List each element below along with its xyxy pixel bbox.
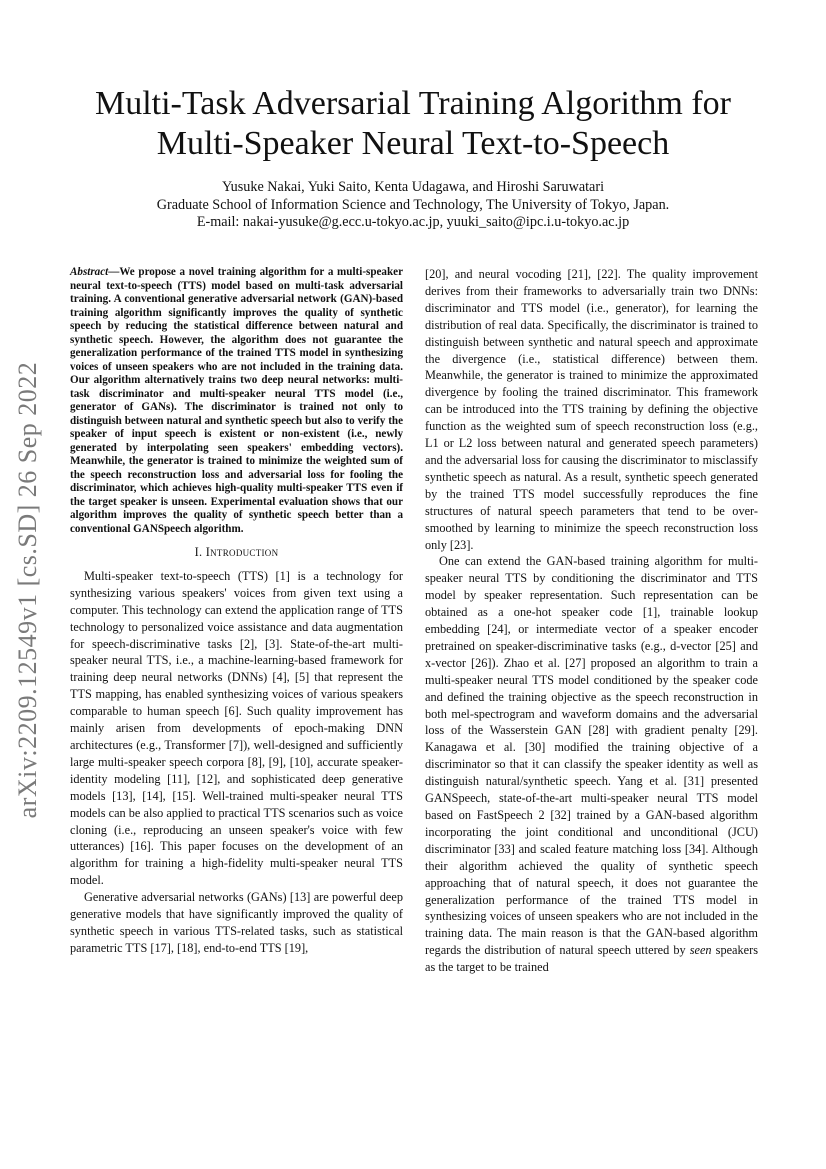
emphasis-seen: seen xyxy=(689,943,712,958)
author-block xyxy=(60,179,766,232)
body-paragraph: Multi-speaker text-to-speech (TTS) [1] is a technology for synthesizing various speakers' voices from given text using a computer. This technology can extend the application range of TTS technology to personalized voice assistance and data augmentation for speech-discriminative tasks [2], [3]. State-of-the-art multi-speaker neural TTS, i.e., a machine-learning-based framework for training deep neural networks (DNNs) [4], [5] that represent the TTS mapping, has enabled synthesizing voices of various speakers comparable to human speech [6]. Such quality improvement has mainly arisen from developments of epoch-making DNN architectures (e.g., Transformer [7]), well-designed and sufficiently large multi-speaker speech corpora [8], [9], [10], accurate speaker-identity modeling [11], [12], and sophisticated deep generative models [13], [14], [15]. Well-trained multi-speaker neural TTS models can be also applied to practical TTS scenarios such as voice cloning (i.e., reproducing an unseen speaker's voice with few utterances) [16]. This paper focuses on the development of an algorithm for training a high-fidelity multi-speaker neural TTS model. xyxy=(70,568,403,888)
body-paragraph-tail: speakers as the target to be trained xyxy=(425,943,758,975)
body-paragraph-last xyxy=(425,553,758,976)
right-column xyxy=(425,266,758,976)
arxiv-identifier-text: arXiv:2209.12549v1 [cs.SD] 26 Sep 2022 xyxy=(13,361,42,819)
left-column xyxy=(70,266,403,957)
section-heading-introduction: I. Introduction xyxy=(194,545,279,559)
body-paragraph-text: One can extend the GAN-based training algorithm for multi-speaker neural TTS by conditioning the discriminator and TTS model by speaker representation. Such representation can be obtained as a one-hot speaker code [1], trainable lookup embedding [24], or intermediate vector of a speaker encoder pretrained on speaker-discriminative tasks (e.g., d-vector [25] and x-vector [26]). Zhao et al. [27] proposed an algorithm to train a multi-speaker neural TTS model conditioned by the speaker code and defined the training objective as the speech reconstruction in both mel-spectrogram and waveform domains and the adversarial loss of the Wasserstein GAN [28] with gradient penalty [29]. Kanagawa et al. [30] modified the training objective of a discriminator so that it can classify the speaker identity as well as distinguish natural/synthetic speech. Yang et al. [31] presented GANSpeech, state-of-the-art multi-speaker neural TTS model based on FastSpeech 2 [32] trained by a GAN-based algorithm incorporating the joint conditional and unconditional (JCU) discriminator [33] and scaled feature matching loss [34]. Although their algorithm achieved the quality of synthetic speech approaching that of natural speech, it does not guarantee the generalization performance of the trained TTS model in synthesizing voices of unseen speakers who are not included in the training data. The main reason is that the GAN-based algorithm regards the distribution of natural speech uttered by xyxy=(425,554,758,958)
author-names: Yusuke Nakai, Yuki Saito, Kenta Udagawa, and Hiroshi Saruwatari xyxy=(221,179,605,195)
abstract-text: We propose a novel training algorithm for a multi-speaker neural text-to-speech (TTS) model based on multi-task adversarial training. A conventional generative adversarial network (GAN)-based training algorithm significantly improves the quality of synthetic speech by reducing the statistical difference between natural and synthetic speech. However, the algorithm does not guarantee the generalization performance of the trained TTS model in synthesizing voices of unseen speakers who are not included in the training data. Our algorithm alternatively trains two deep neural networks: multi-task discriminator and multi-speaker neural TTS model (i.e., generator of GANs). The discriminator is trained not only to distinguish between natural and synthetic speech but also to verify the speaker of input speech is existent or non-existent (i.e., newly generated by interpolating seen speakers' embedding vectors). Meanwhile, the generator is trained to minimize the weighted sum of the speech reconstruction loss and adversarial loss for fooling the discriminator, which achieves high-quality multi-speaker TTS even if the target speaker is unseen. Experimental evaluation shows that our algorithm improves the quality of synthetic speech better than a conventional GANSpeech algorithm. xyxy=(70,266,403,535)
author-email: E-mail: nakai-yusuke@g.ecc.u-tokyo.ac.jp, yuuki_saito@ipc.i.u-tokyo.ac.jp xyxy=(196,214,630,231)
abstract xyxy=(70,266,403,536)
paper-title-line-1: Multi-Task Adversarial Training Algorithm for xyxy=(94,85,732,122)
abstract-label: Abstract xyxy=(70,266,109,278)
paper-title-line-2: Multi-Speaker Neural Text-to-Speech xyxy=(156,125,670,162)
paper-title xyxy=(60,84,766,164)
author-affiliation: Graduate School of Information Science and Technology, The University of Tokyo, Japan. xyxy=(156,196,670,213)
arxiv-identifier xyxy=(8,330,48,850)
body-paragraph: Generative adversarial networks (GANs) [13] are powerful deep generative models that have significantly improved the quality of synthetic speech in various TTS-related tasks, such as statistical parametric TTS [17], [18], end-to-end TTS [19], xyxy=(70,890,403,955)
abstract-dash: — xyxy=(108,266,120,278)
body-paragraph: [20], and neural vocoding [21], [22]. The quality improvement derives from their frameworks to adversarially train two DNNs: discriminator and TTS model (i.e., generator), for learning the distribution of real data. Specifically, the discriminator is trained to distinguish between synthetic and natural speech and approximate the divergence (i.e., statistical difference) between them. Meanwhile, the generator is trained to minimize the approximated divergence by fooling the trained discriminator. This framework can be introduced into the TTS training by defining the objective function as the weighted sum of speech reconstruction loss (e.g., L1 or L2 loss between natural and generated speech parameters) and the adversarial loss for causing the discriminator to misclassify synthetic speech as natural. As a result, synthetic speech generated by the trained TTS model successfully reproduces the fine structures of natural speech parameters that tend to be over-smoothed by learning to minimize the speech reconstruction loss only [23]. xyxy=(425,267,758,552)
